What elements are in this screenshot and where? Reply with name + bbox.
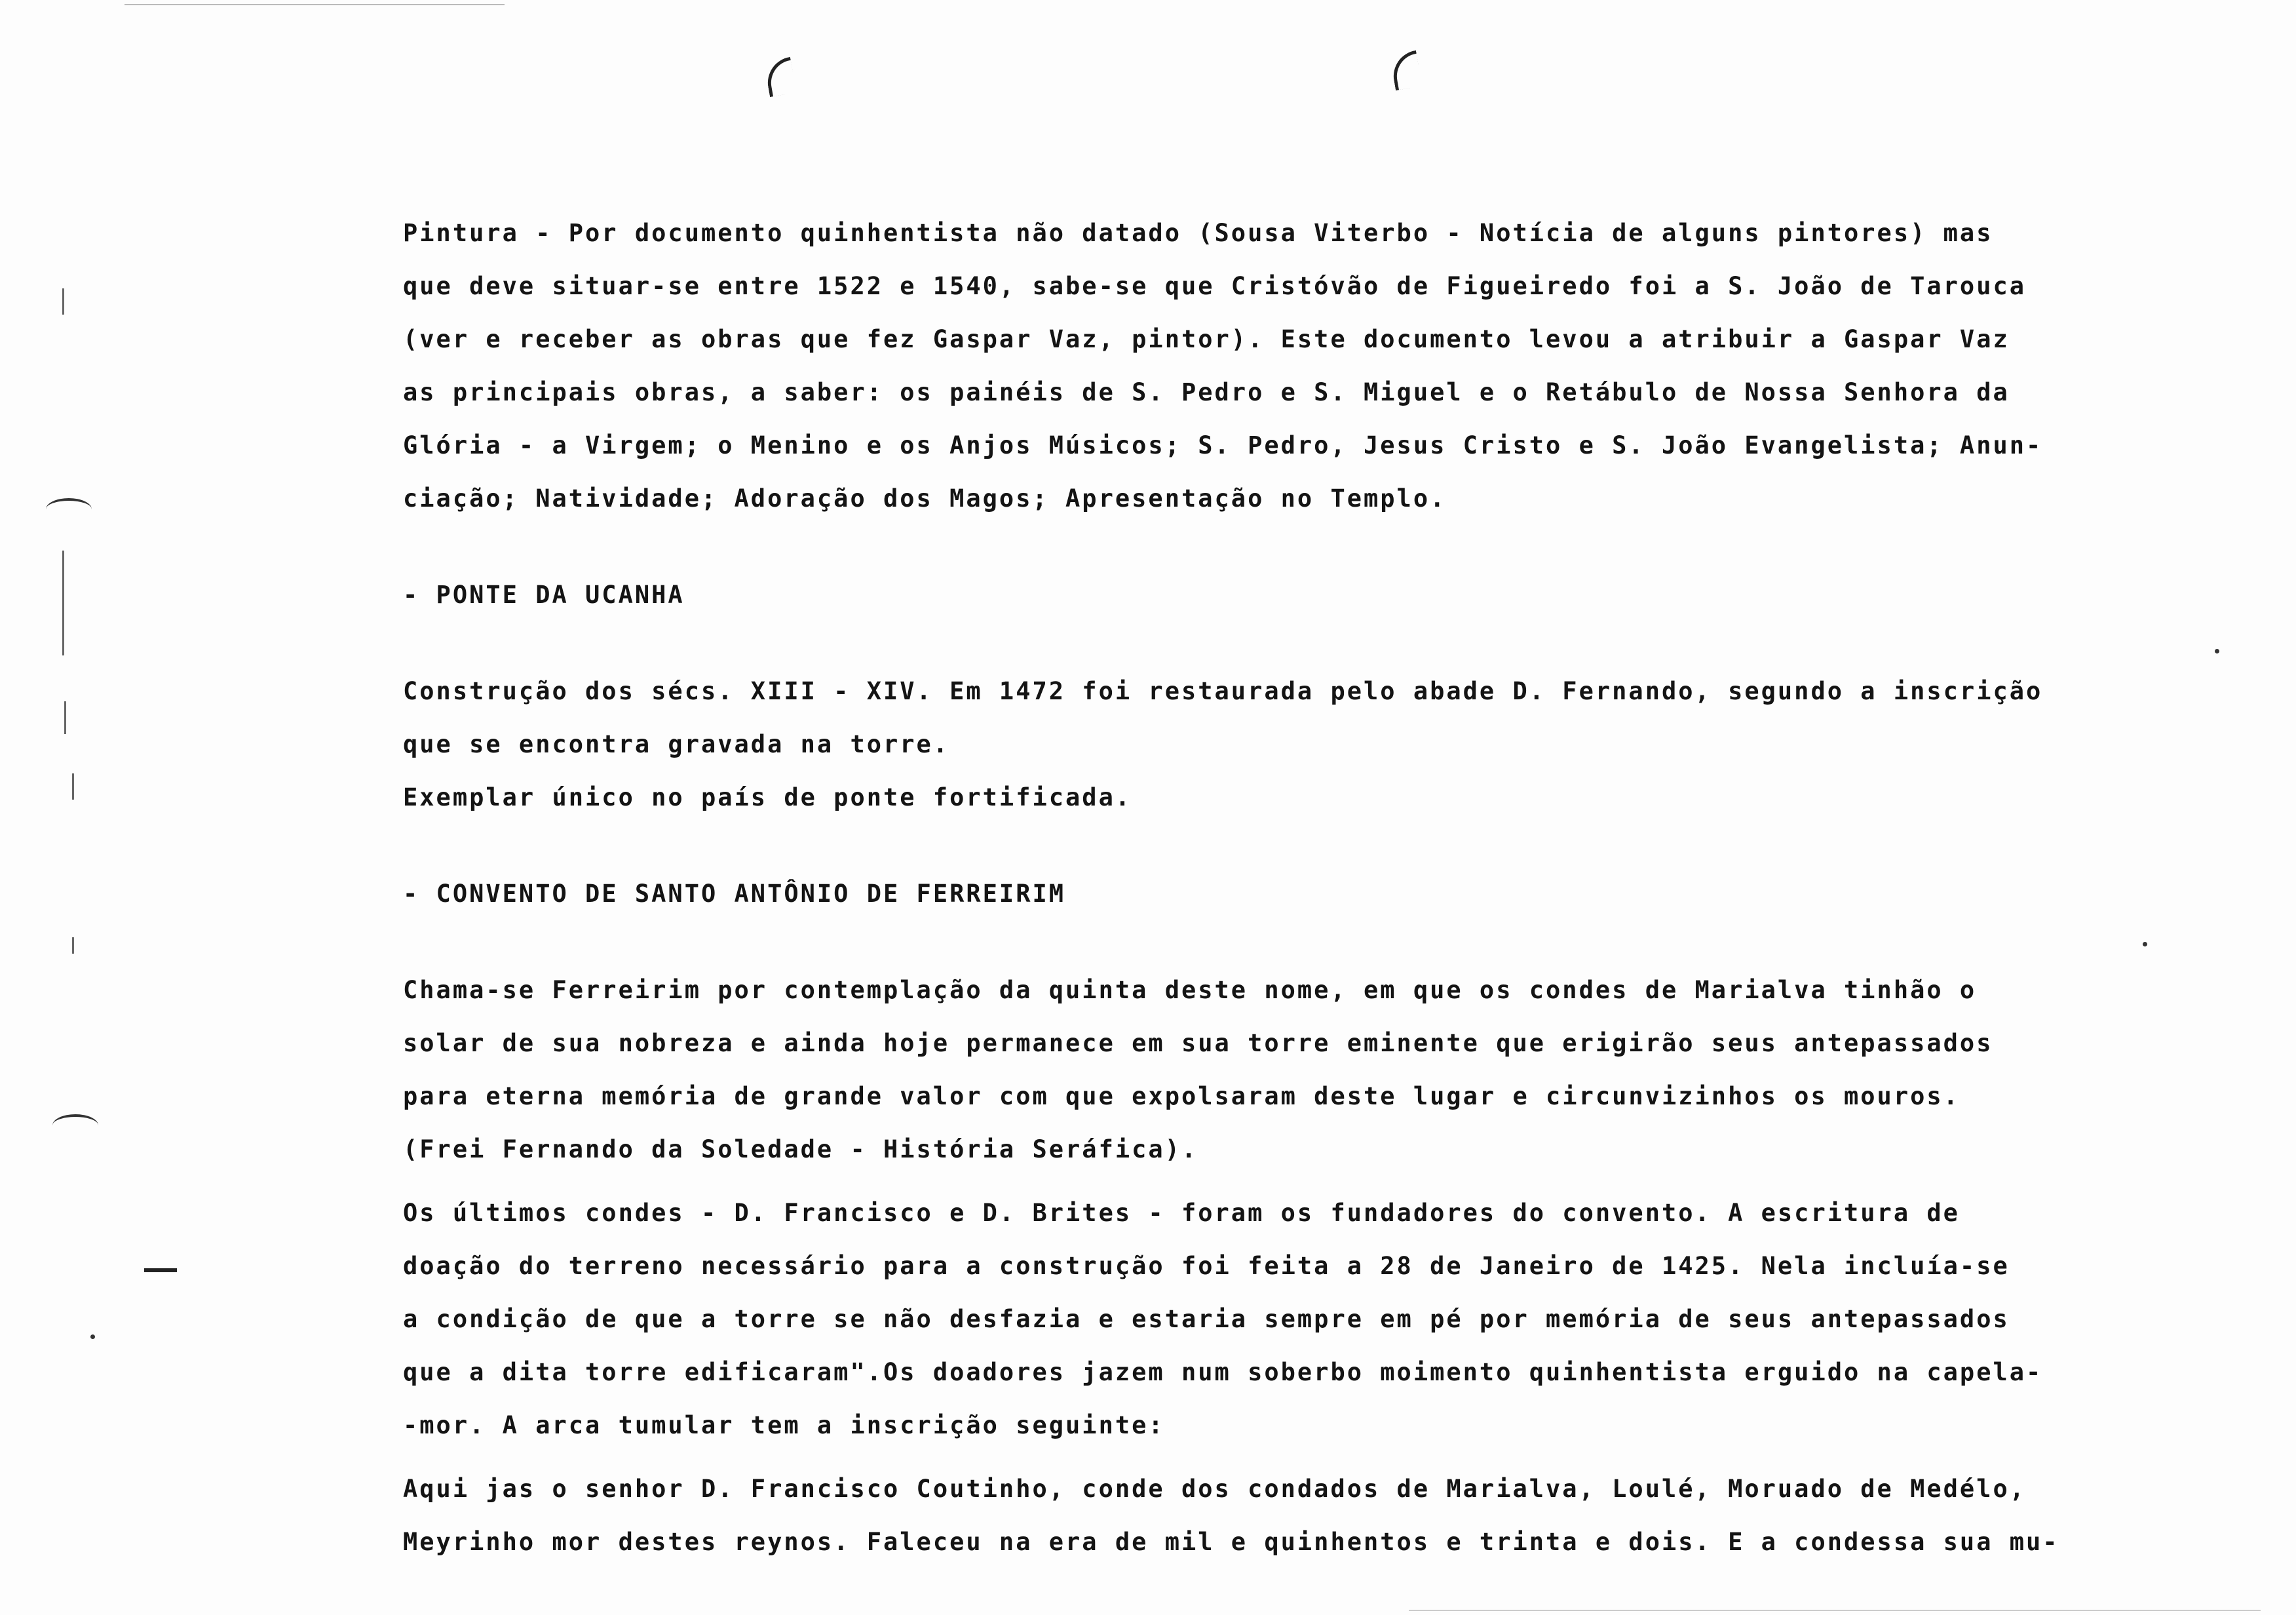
document-body	[403, 206, 2074, 1568]
margin-tick-mark	[62, 551, 64, 655]
margin-arc-mark	[46, 498, 92, 520]
text-line: Pintura - Por documento quinhentista não datado (Sousa Viterbo - Notícia de alguns pintores) mas	[403, 219, 1993, 247]
text-line: solar de sua nobreza e ainda hoje permanece em sua torre eminente que erigirão seus antepassados	[403, 1029, 1993, 1057]
text-line: para eterna memória de grande valor com que expolsaram deste lugar e circunvizinhos os mouros.	[403, 1082, 1960, 1110]
paragraph-convento-2	[403, 1186, 2074, 1452]
scan-edge-line	[124, 4, 505, 5]
scan-speck	[90, 1334, 95, 1339]
text-line: as principais obras, a saber: os painéis de S. Pedro e S. Miguel e o Retábulo de Nossa Senhora da	[403, 378, 2010, 406]
margin-dash-mark	[144, 1268, 177, 1272]
paragraph-convento-1	[403, 963, 2074, 1176]
margin-tick-mark	[64, 701, 66, 734]
text-line: que deve situar-se entre 1522 e 1540, sabe-se que Cristóvão de Figueiredo foi a S. João de Tarouca	[403, 272, 2027, 300]
binder-hole-mark	[1390, 50, 1423, 90]
text-line: (Frei Fernando da Soledade - História Seráfica).	[403, 1135, 1198, 1163]
text-line: Os últimos condes - D. Francisco e D. Brites - foram os fundadores do convento. A escritura de	[403, 1199, 1960, 1227]
text-line: -mor. A arca tumular tem a inscrição seguinte:	[403, 1411, 1165, 1439]
section-heading-convento: - CONVENTO DE SANTO ANTÔNIO DE FERREIRIM	[403, 880, 1066, 908]
text-line: Aqui jas o senhor D. Francisco Coutinho, conde dos condados de Marialva, Loulé, Moruado de Medélo,	[403, 1475, 2027, 1503]
text-line: (ver e receber as obras que fez Gaspar Vaz, pintor). Este documento levou a atribuir a Gaspar Vaz	[403, 325, 2010, 353]
scan-edge-line-bottom	[1409, 1610, 2261, 1611]
paragraph-convento-3	[403, 1462, 2074, 1568]
margin-tick-mark	[72, 937, 74, 954]
binder-hole-mark	[764, 57, 797, 97]
text-line: Chama-se Ferreirim por contemplação da quinta deste nome, em que os condes de Marialva tinhão o	[403, 976, 1977, 1004]
paragraph-pintura	[403, 206, 2074, 525]
paragraph-ponte	[403, 665, 2074, 824]
scan-speck	[2215, 649, 2219, 653]
text-line: Exemplar único no país de ponte fortificada.	[403, 783, 1132, 811]
text-line: Glória - a Virgem; o Menino e os Anjos Músicos; S. Pedro, Jesus Cristo e S. João Evangelista; Anun-	[403, 431, 2043, 459]
text-line: doação do terreno necessário para a construção foi feita a 28 de Janeiro de 1425. Nela incluía-se	[403, 1252, 2010, 1280]
text-line: que se encontra gravada na torre.	[403, 730, 950, 758]
text-line: a condição de que a torre se não desfazia e estaria sempre em pé por memória de seus antepassados	[403, 1305, 2010, 1333]
text-line: ciação; Natividade; Adoração dos Magos; Apresentação no Templo.	[403, 484, 1447, 513]
margin-arc-mark	[52, 1114, 98, 1137]
text-line: Construção dos sécs. XIII - XIV. Em 1472 foi restaurada pelo abade D. Fernando, segundo a inscrição	[403, 677, 2043, 705]
section-heading-ponte: - PONTE DA UCANHA	[403, 581, 685, 609]
scan-speck	[2143, 942, 2147, 946]
margin-tick-mark	[72, 773, 74, 800]
text-line: que a dita torre edificaram".Os doadores jazem num soberbo moimento quinhentista erguido na capela-	[403, 1358, 2043, 1386]
margin-tick-mark	[62, 288, 64, 315]
text-line: Meyrinho mor destes reynos. Faleceu na era de mil e quinhentos e trinta e dois. E a condessa sua mu-	[403, 1528, 2059, 1556]
